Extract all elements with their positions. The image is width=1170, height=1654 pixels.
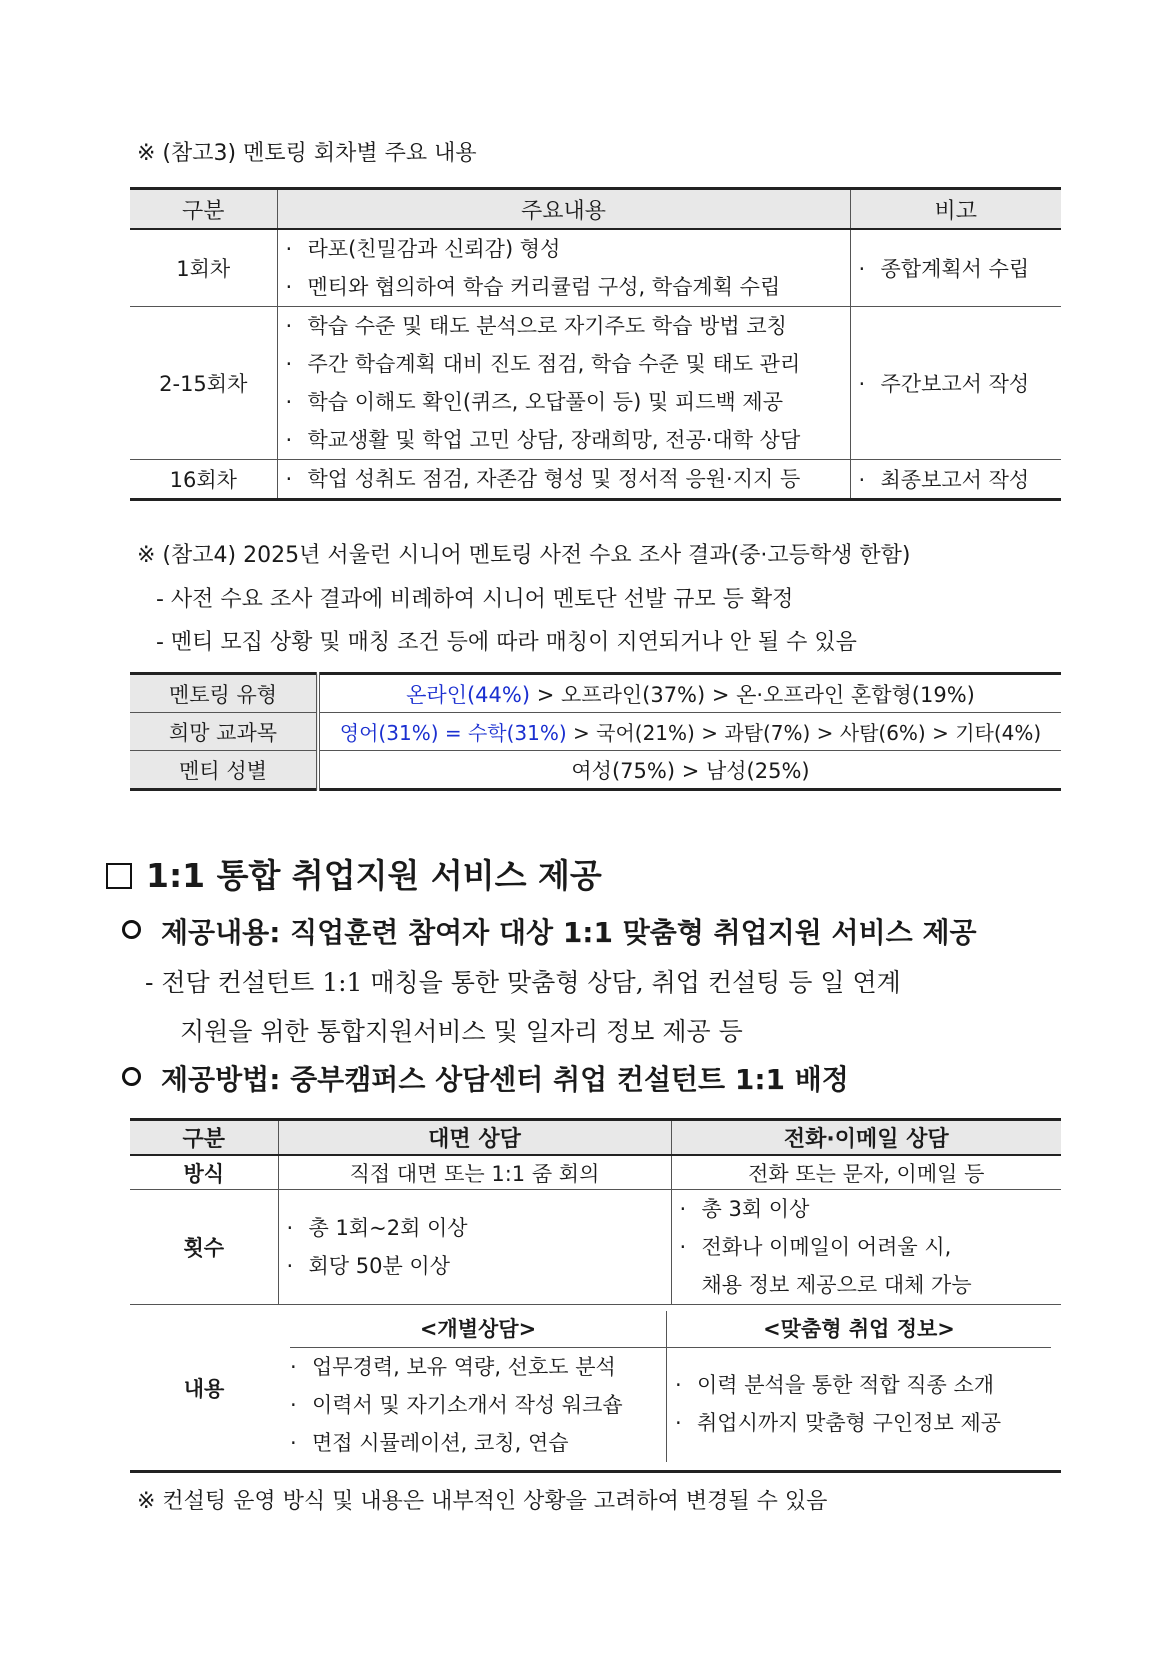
row-content: · 학업 성취도 점검, 자존감 형성 및 정서적 응원·지지 등	[277, 460, 850, 500]
row-face: · 총 1회~2회 이상 · 회당 50분 이상	[278, 1190, 671, 1305]
row-content: · 라포(친밀감과 신뢰감) 형성 · 멘티와 협의하여 학습 커리큘럼 구성, 학습계획 수립	[277, 229, 850, 307]
section-item-1: 제공내용: 직업훈련 참여자 대상 1:1 맞춤형 취업지원 서비스 제공	[122, 911, 977, 951]
row-content: · 학습 수준 및 태도 분석으로 자기주도 학습 방법 코칭 · 주간 학습계획 대비 진도 점검, 학습 수준 및 태도 관리 · 학습 이해도 확인(퀴즈, 오답풀이 등) 및 피드백 제공 · 학교생활 및 학업 고민 상담, 장래희망, 전공·대학 상담	[277, 307, 850, 460]
table-row	[130, 460, 1061, 500]
content-right-head: <맞춤형 취업 정보>	[667, 1311, 1051, 1348]
list-item: 학교생활 및 학업 고민 상담, 장래희망, 전공·대학 상담	[307, 428, 801, 452]
table-row	[130, 1155, 1061, 1190]
table-row	[130, 1190, 1061, 1305]
section-item-1-sub-a: - 전담 컨설턴트 1:1 매칭을 통한 맞춤형 상담, 취업 컨설팅 등 일 연계	[145, 968, 901, 997]
ref4-table	[130, 672, 1061, 791]
table-row	[130, 1305, 1061, 1472]
table-row	[130, 229, 1061, 307]
list-item: 면접 시뮬레이션, 코칭, 연습	[312, 1431, 569, 1455]
checkbox-square-icon	[106, 863, 132, 889]
ref4-dash-1: - 사전 수요 조사 결과에 비례하여 시니어 멘토단 선발 규모 등 확정	[156, 587, 794, 612]
list-item: 학습 수준 및 태도 분석으로 자기주도 학습 방법 코칭	[307, 314, 787, 338]
row-value: 여성(75%) > 남성(25%)	[318, 751, 1061, 790]
row-label: 16회차	[130, 460, 277, 500]
list-item: 총 3회 이상	[701, 1197, 810, 1221]
ref4-dash-2: - 멘티 모집 상황 및 매칭 조건 등에 따라 매칭이 지연되거나 안 될 수 있음	[156, 630, 857, 655]
table-row	[130, 307, 1061, 460]
row-label: 멘티 성별	[130, 751, 318, 790]
ref3-title: ※ (참고3) 멘토링 회차별 주요 내용	[137, 141, 477, 166]
row-label: 희망 교과목	[130, 713, 318, 751]
ref3-header-content: 주요내용	[277, 189, 850, 230]
list-item: 학습 이해도 확인(퀴즈, 오답풀이 등) 및 피드백 제공	[307, 390, 784, 414]
row-note: · 최종보고서 작성	[850, 460, 1061, 500]
list-item: 이력서 및 자기소개서 작성 워크숍	[312, 1393, 623, 1417]
row-label: 내용	[130, 1305, 278, 1472]
row-note: · 주간보고서 작성	[850, 307, 1061, 460]
list-item: 멘티와 협의하여 학습 커리큘럼 구성, 학습계획 수립	[307, 275, 781, 299]
table-row	[130, 751, 1061, 790]
ref3-table	[130, 187, 1061, 501]
ref3-header-category: 구분	[130, 189, 277, 230]
row-value: 영어(31%) = 수학(31%) > 국어(21%) > 과탐(7%) > 사탐(6%) > 기타(4%)	[318, 713, 1061, 751]
list-item: 라포(친밀감과 신뢰감) 형성	[307, 237, 561, 261]
content-left-head: <개별상담>	[290, 1311, 666, 1348]
content-right: <맞춤형 취업 정보> · 이력 분석을 통한 적합 직종 소개 · 취업시까지 맞춤형 구인정보 제공	[667, 1311, 1051, 1462]
row-phone: · 총 3회 이상 · 전화나 이메일이 어려울 시, 채용 정보 제공으로 대체 가능	[671, 1190, 1061, 1305]
section-item-1-sub-b: 지원을 위한 통합지원서비스 및 일자리 정보 제공 등	[180, 1017, 743, 1046]
row-label: 멘토링 유형	[130, 674, 318, 713]
list-item: 학업 성취도 점검, 자존감 형성 및 정서적 응원·지지 등	[307, 467, 801, 491]
consulting-table	[130, 1118, 1061, 1473]
ref4-title: ※ (참고4) 2025년 서울런 시니어 멘토링 사전 수요 조사 결과(중·고등학생 한함)	[137, 543, 911, 568]
list-item: 취업시까지 맞춤형 구인정보 제공	[697, 1411, 1002, 1435]
row-label: 1회차	[130, 229, 277, 307]
section-title: 1:1 통합 취업지원 서비스 제공	[106, 850, 602, 897]
row-label: 횟수	[130, 1190, 278, 1305]
footnote: ※ 컨설팅 운영 방식 및 내용은 내부적인 상황을 고려하여 변경될 수 있음	[137, 1489, 828, 1514]
list-item: 회당 50분 이상	[308, 1254, 451, 1278]
section-item-2: 제공방법: 중부캠퍼스 상담센터 취업 컨설턴트 1:1 배정	[122, 1058, 849, 1098]
t3-header-category: 구분	[130, 1120, 278, 1156]
list-item: 주간 학습계획 대비 진도 점검, 학습 수준 및 태도 관리	[307, 352, 801, 376]
row-label: 방식	[130, 1155, 278, 1190]
list-item: 총 1회~2회 이상	[308, 1216, 468, 1240]
row-note: · 종합계획서 수립	[850, 229, 1061, 307]
t3-header-phone: 전화·이메일 상담	[671, 1120, 1061, 1156]
list-item: 업무경력, 보유 역량, 선호도 분석	[312, 1355, 616, 1379]
row-face: 직접 대면 또는 1:1 줌 회의	[278, 1155, 671, 1190]
row-label: 2-15회차	[130, 307, 277, 460]
list-item: 전화나 이메일이 어려울 시,	[701, 1235, 952, 1259]
list-item: 채용 정보 제공으로 대체 가능	[701, 1273, 972, 1297]
row-value: 온라인(44%) > 오프라인(37%) > 온·오프라인 혼합형(19%)	[406, 682, 975, 707]
list-item: 이력 분석을 통한 적합 직종 소개	[697, 1373, 995, 1397]
circle-bullet-icon	[122, 1067, 141, 1086]
table-row	[130, 713, 1061, 751]
table-row	[130, 674, 1061, 713]
row-content	[278, 1305, 1061, 1472]
row-phone: 전화 또는 문자, 이메일 등	[671, 1155, 1061, 1190]
t3-header-face: 대면 상담	[278, 1120, 671, 1156]
content-left: <개별상담> · 업무경력, 보유 역량, 선호도 분석 · 이력서 및 자기소개서 작성 워크숍 · 면접 시뮬레이션, 코칭, 연습	[290, 1311, 667, 1462]
circle-bullet-icon	[122, 920, 141, 939]
ref3-header-note: 비고	[850, 189, 1061, 230]
